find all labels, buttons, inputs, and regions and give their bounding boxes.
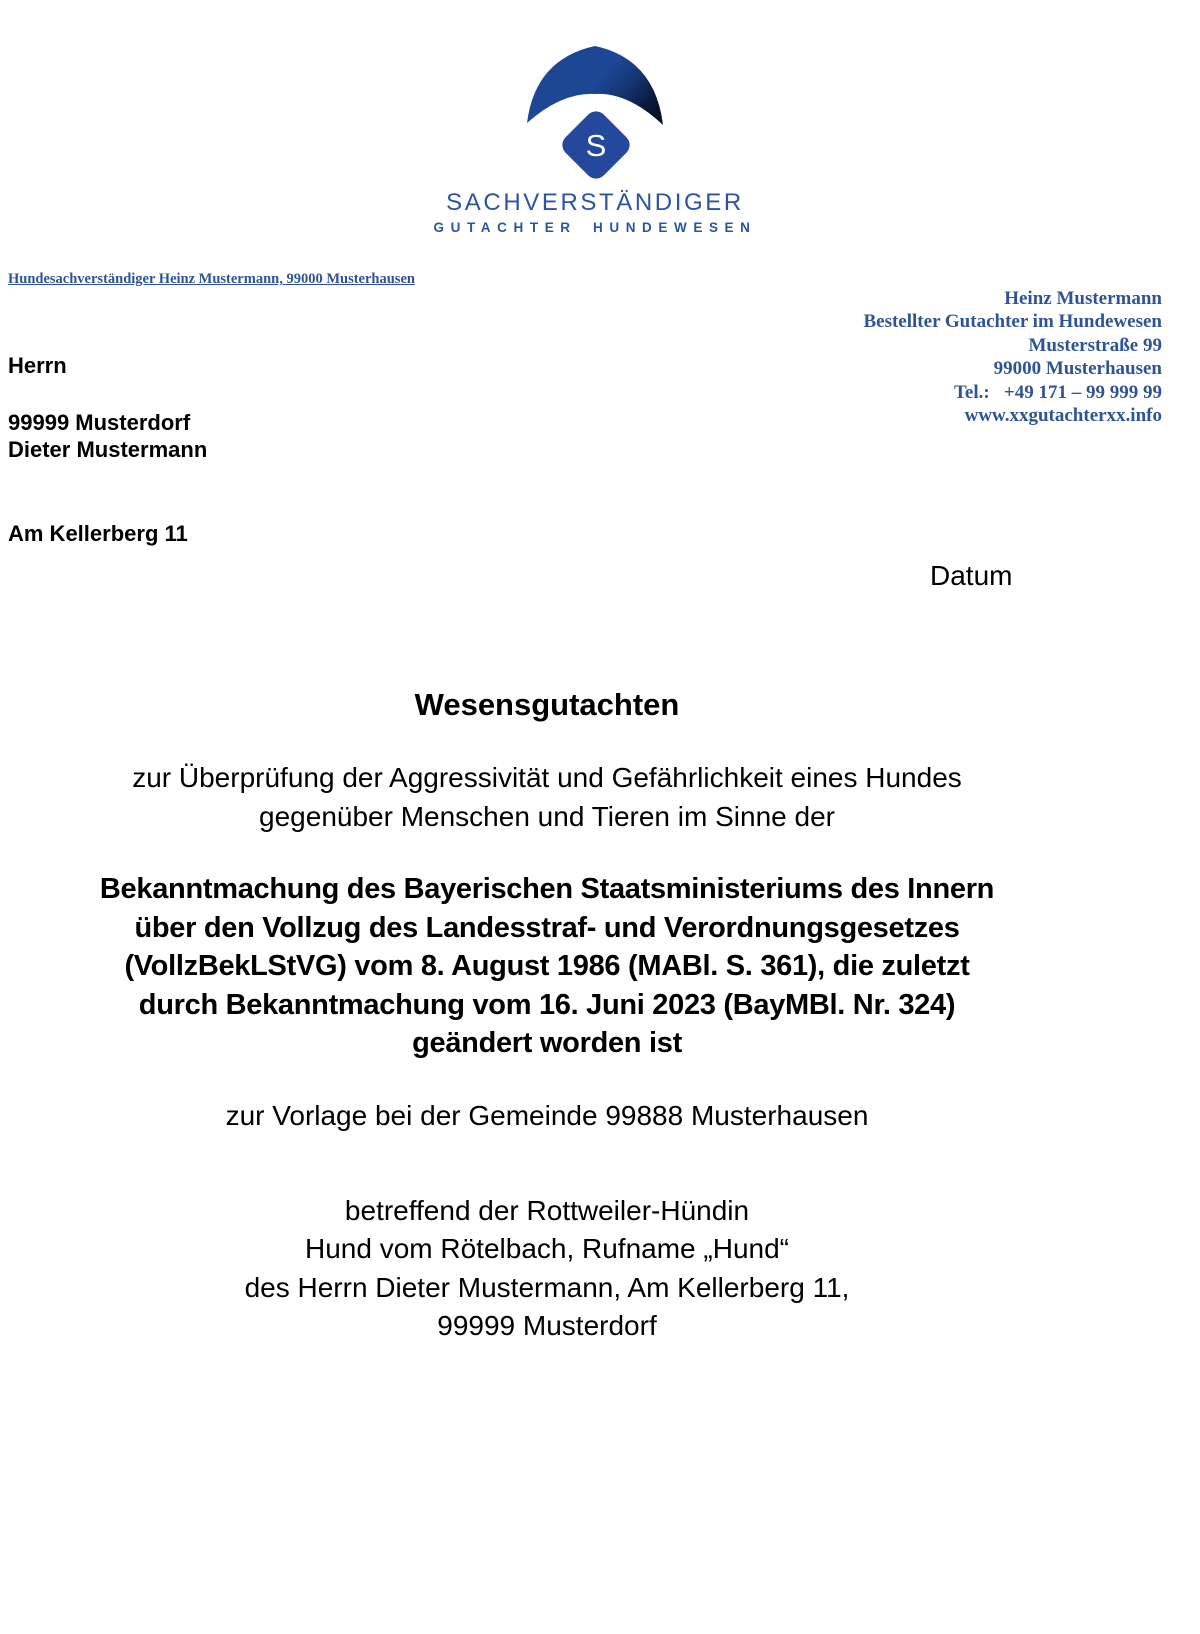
subject-line: Hund vom Rötelbach, Rufname „Hund“ <box>304 1233 789 1265</box>
legal-line: Bekanntmachung des Bayerischen Staatsministeriums des Innern <box>99 873 995 905</box>
submission-line: zur Vorlage bei der Gemeinde 99888 Musterhausen <box>225 1100 869 1131</box>
logo-badge-icon <box>525 43 665 183</box>
contact-info-block <box>863 287 1162 427</box>
shield-diamond-icon <box>525 43 665 183</box>
subject-line: 99999 Musterdorf <box>437 1309 657 1341</box>
logo-subtitle: GUTACHTER HUNDEWESEN <box>433 220 757 235</box>
intro-paragraph <box>72 759 1022 836</box>
recipient-address <box>8 296 207 604</box>
subject-paragraph <box>72 1192 1022 1345</box>
document-title: Wesensgutachten <box>414 687 680 722</box>
recipient-name: Dieter Mustermann <box>8 437 208 462</box>
recipient-salutation: Herrn <box>8 353 67 378</box>
legal-line: über den Vollzug des Landesstraf- und Verordnungsgesetzes <box>134 911 960 944</box>
subject-line: des Herrn Dieter Mustermann, Am Kellerberg 11, <box>244 1271 850 1303</box>
legal-reference-paragraph <box>72 870 1022 1063</box>
contact-name: Heinz Mustermann <box>1004 288 1162 309</box>
date-label: Datum <box>930 560 1013 591</box>
contact-website-link[interactable]: www.xxgutachterxx.info <box>964 405 1162 427</box>
contact-phone: Tel.: +49 171 – 99 999 99 <box>953 381 1162 403</box>
recipient-street: Am Kellerberg 11 <box>8 521 188 546</box>
legal-line: (VollzBekLStVG) vom 8. August 1986 (MABl. S. 361), die zuletzt <box>124 950 970 982</box>
sender-return-address: Hundesachverständiger Heinz Mustermann, 99000 Musterhausen <box>8 271 415 287</box>
logo-letter: S <box>585 128 607 163</box>
logo-wordmark: SACHVERSTÄNDIGER <box>446 189 744 216</box>
contact-city: 99000 Musterhausen <box>993 358 1162 380</box>
intro-line: zur Überprüfung der Aggressivität und Gefährlichkeit eines Hundes <box>132 762 962 793</box>
subject-line: betreffend der Rottweiler-Hündin <box>344 1195 750 1226</box>
legal-line: durch Bekanntmachung vom 16. Juni 2023 (BayMBl. Nr. 324) <box>138 988 956 1021</box>
recipient-city: 99999 Musterdorf <box>8 410 191 435</box>
contact-role: Bestellter Gutachter im Hundewesen <box>863 311 1162 333</box>
intro-line: gegenüber Menschen und Tieren im Sinne der <box>259 800 835 832</box>
legal-line: geändert worden ist <box>412 1027 682 1059</box>
contact-street: Musterstraße 99 <box>1028 334 1162 356</box>
